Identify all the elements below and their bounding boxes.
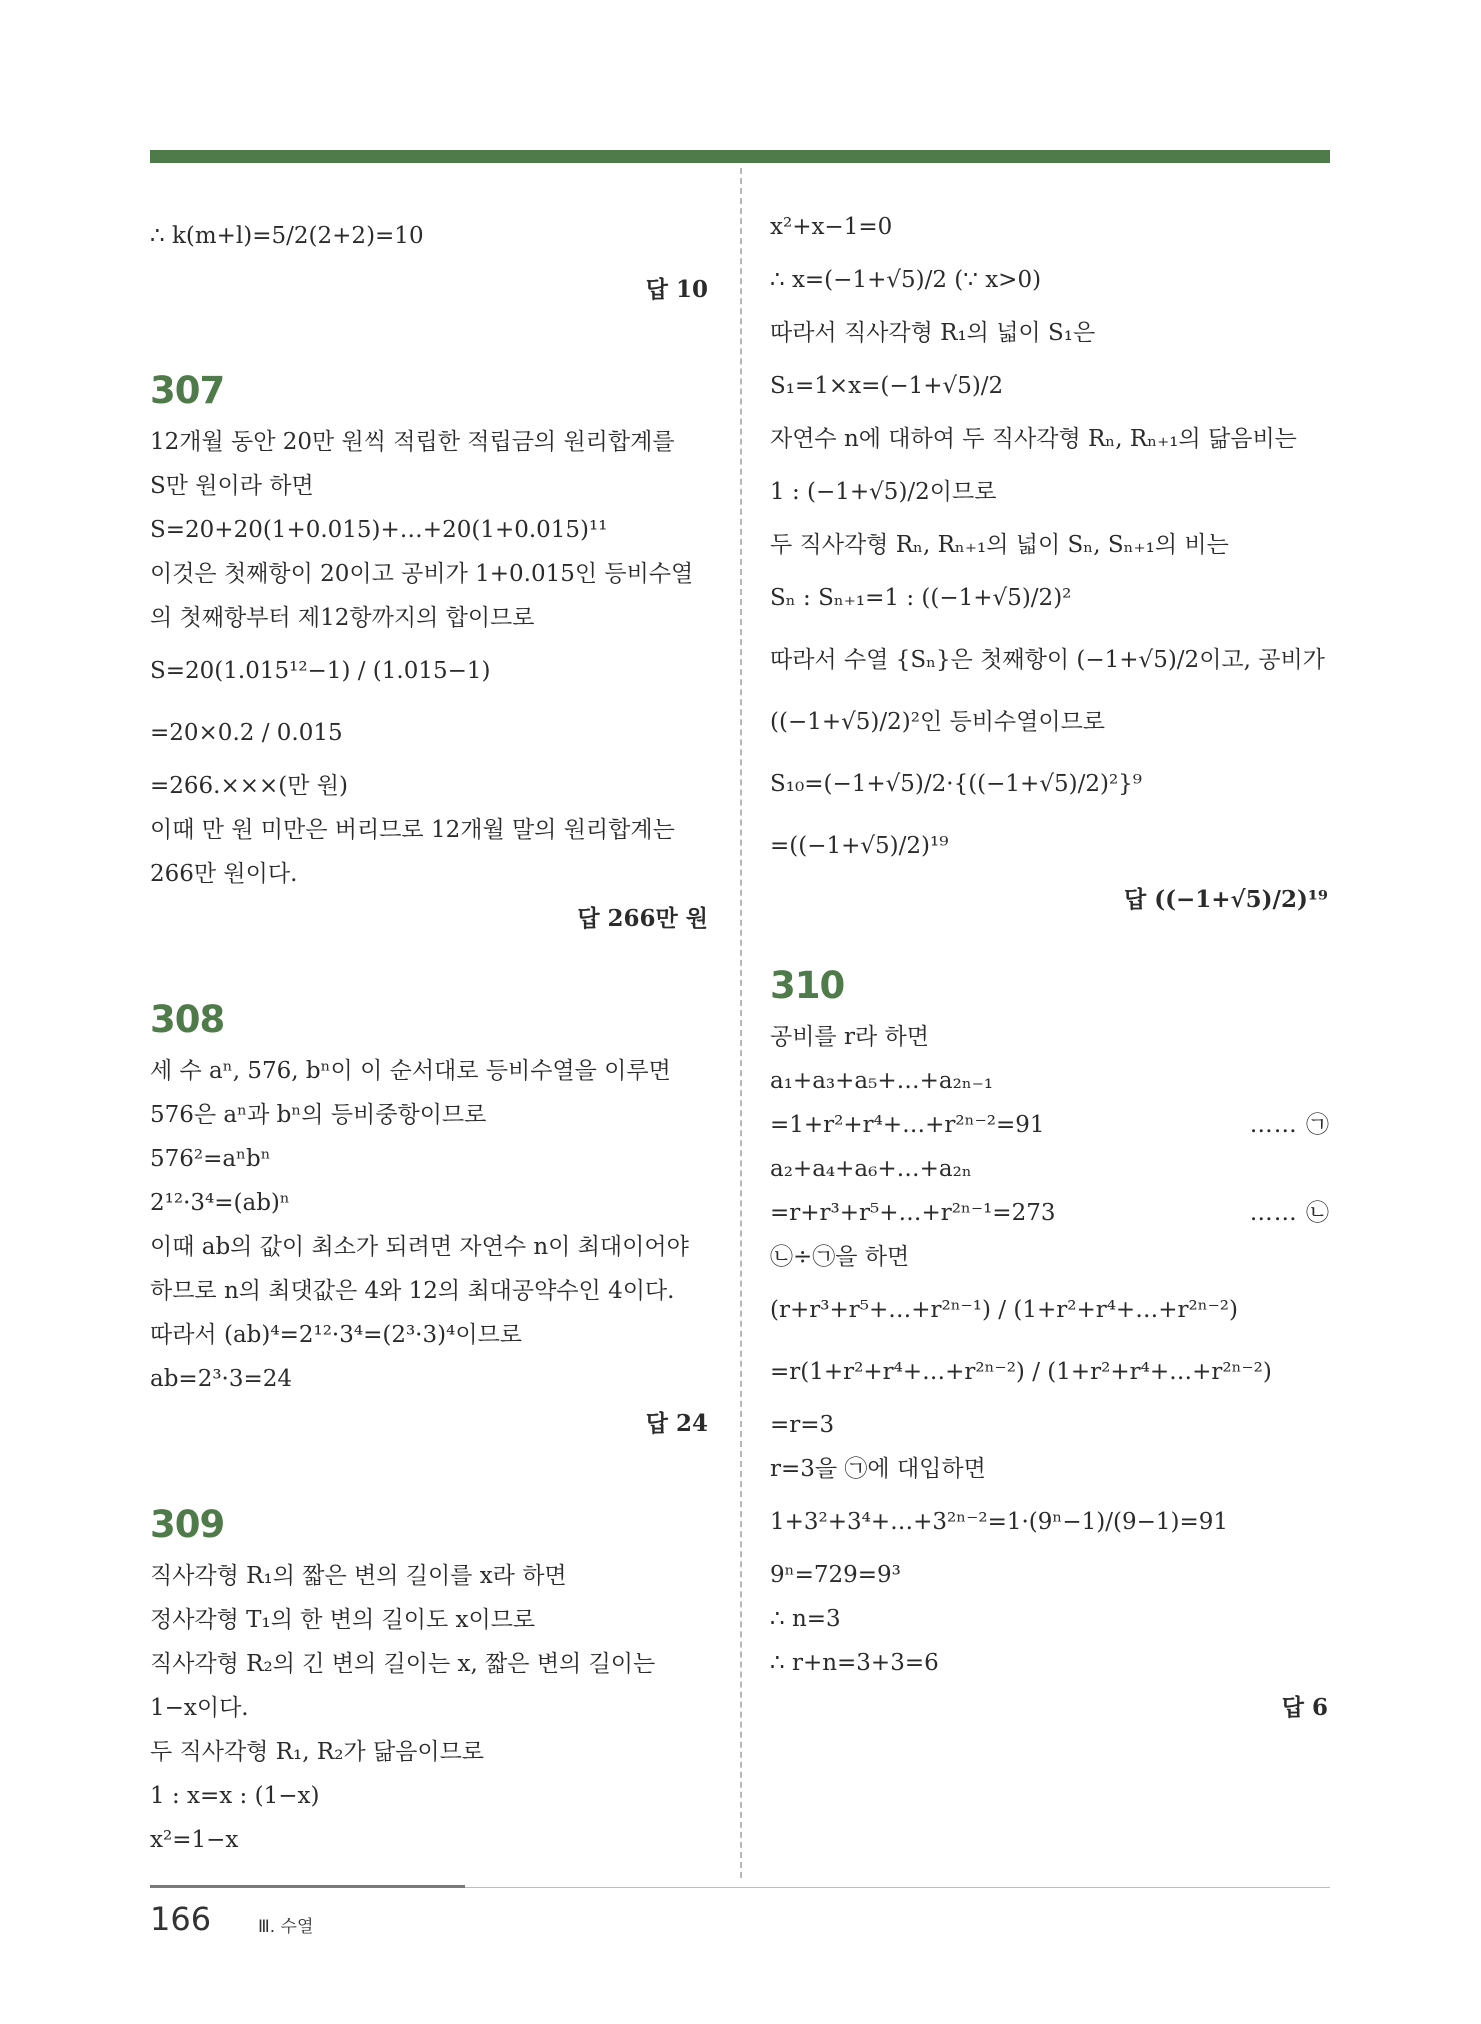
solution-line: ∴ x=(−1+√5)/2 (∵ x>0) <box>770 267 1042 293</box>
solution-line: ab=2³·3=24 <box>150 1366 293 1392</box>
solution-line: 직사각형 R₁의 짧은 변의 길이를 x라 하면 <box>150 1563 567 1589</box>
answer-306: 답 10 <box>645 276 708 303</box>
solution-line: 따라서 (ab)⁴=2¹²·3⁴=(2³·3)⁴이므로 <box>150 1322 522 1348</box>
column-divider <box>740 168 742 1878</box>
page-number: 166 <box>150 1900 212 1938</box>
solution-line: S₁=1×x=(−1+√5)/2 <box>770 373 1004 399</box>
solution-line: r=3을 ㉠에 대입하면 <box>770 1456 986 1482</box>
solution-line: x²+x−1=0 <box>770 214 893 240</box>
problem-number-308: 308 <box>150 998 225 1041</box>
solution-line-marked <box>770 1103 1330 1147</box>
solution-line: 1+3²+3⁴+…+3²ⁿ⁻²=1·(9ⁿ−1)/(9−1)=91 <box>770 1509 1229 1535</box>
solution-line: S₁₀=(−1+√5)/2·{((−1+√5)/2)²}⁹ <box>770 771 1143 797</box>
solution-line: ∴ r+n=3+3=6 <box>770 1650 939 1676</box>
solution-line: 266만 원이다. <box>150 861 298 887</box>
top-accent-bar <box>150 150 1330 163</box>
solution-line-marked <box>770 1191 1330 1235</box>
solution-line: 이것은 첫째항이 20이고 공비가 1+0.015인 등비수열 <box>150 561 694 587</box>
solution-line: (r+r³+r⁵+…+r²ⁿ⁻¹) / (1+r²+r⁴+…+r²ⁿ⁻²) <box>770 1297 1238 1323</box>
solution-line: 두 직사각형 Rₙ, Rₙ₊₁의 넓이 Sₙ, Sₙ₊₁의 비는 <box>770 532 1229 558</box>
problem-number-309: 309 <box>150 1503 225 1546</box>
solution-line: 공비를 r라 하면 <box>770 1024 929 1050</box>
solution-line: 9ⁿ=729=9³ <box>770 1562 901 1588</box>
equation-text: =1+r²+r⁴+…+r²ⁿ⁻²=91 <box>770 1112 1045 1138</box>
equation-mark-2: …… ㉡ <box>1249 1200 1330 1226</box>
problem-number-310: 310 <box>770 964 845 1007</box>
solution-line: 하므로 n의 최댓값은 4와 12의 최대공약수인 4이다. <box>150 1278 675 1304</box>
solution-line: =20×0.2 / 0.015 <box>150 720 343 746</box>
solution-line: x²=1−x <box>150 1827 239 1853</box>
solution-line: 이때 만 원 미만은 버리므로 12개월 말의 원리합계는 <box>150 817 675 843</box>
solution-line: Sₙ : Sₙ₊₁=1 : ((−1+√5)/2)² <box>770 585 1072 611</box>
solution-line: 1 : x=x : (1−x) <box>150 1783 320 1809</box>
solution-line: ∴ n=3 <box>770 1606 841 1632</box>
solution-line: a₂+a₄+a₆+…+a₂ₙ <box>770 1156 972 1182</box>
chapter-label: Ⅲ. 수열 <box>258 1917 314 1937</box>
solution-line: 이때 ab의 값이 최소가 되려면 자연수 n이 최대이어야 <box>150 1234 689 1260</box>
left-column <box>150 205 710 1862</box>
equation-text: =r+r³+r⁵+…+r²ⁿ⁻¹=273 <box>770 1200 1056 1226</box>
solution-line: =r=3 <box>770 1412 835 1438</box>
problem-number-307: 307 <box>150 369 225 412</box>
solution-line: 따라서 수열 {Sₙ}은 첫째항이 (−1+√5)/2이고, 공비가 <box>770 647 1325 673</box>
solution-line: 1 : (−1+√5)/2이므로 <box>770 479 997 505</box>
solution-line: 1−x이다. <box>150 1695 249 1721</box>
solution-line: 정사각형 T₁의 한 변의 길이도 x이므로 <box>150 1607 536 1633</box>
solution-line: S=20(1.015¹²−1) / (1.015−1) <box>150 658 491 684</box>
solution-line: 따라서 직사각형 R₁의 넓이 S₁은 <box>770 320 1096 346</box>
solution-line: 576²=aⁿbⁿ <box>150 1146 271 1172</box>
answer-309: 답 ((−1+√5)/2)¹⁹ <box>1124 886 1328 913</box>
right-column <box>770 205 1330 1731</box>
solution-line: ㉡÷㉠을 하면 <box>770 1244 910 1270</box>
solution-line: ∴ k(m+l)=5/2(2+2)=10 <box>150 223 424 249</box>
equation-mark-1: …… ㉠ <box>1249 1112 1330 1138</box>
solution-line: =r(1+r²+r⁴+…+r²ⁿ⁻²) / (1+r²+r⁴+…+r²ⁿ⁻²) <box>770 1359 1272 1385</box>
answer-310: 답 6 <box>1281 1694 1328 1721</box>
solution-line: 자연수 n에 대하여 두 직사각형 Rₙ, Rₙ₊₁의 닮음비는 <box>770 426 1297 452</box>
solution-line: 직사각형 R₂의 긴 변의 길이는 x, 짧은 변의 길이는 <box>150 1651 656 1677</box>
solution-line: S=20+20(1+0.015)+…+20(1+0.015)¹¹ <box>150 517 608 543</box>
solution-line: 의 첫째항부터 제12항까지의 합이므로 <box>150 605 535 631</box>
solution-line: S만 원이라 하면 <box>150 473 314 499</box>
solution-line: 12개월 동안 20만 원씩 적립한 적립금의 원리합계를 <box>150 429 675 455</box>
solution-line: 두 직사각형 R₁, R₂가 닮음이므로 <box>150 1739 485 1765</box>
solution-line: 576은 aⁿ과 bⁿ의 등비중항이므로 <box>150 1102 487 1128</box>
solution-line: =266.×××(만 원) <box>150 773 348 799</box>
solution-line: 세 수 aⁿ, 576, bⁿ이 이 순서대로 등비수열을 이루면 <box>150 1058 671 1084</box>
solution-line: 2¹²·3⁴=(ab)ⁿ <box>150 1190 290 1216</box>
answer-308: 답 24 <box>645 1410 708 1437</box>
solution-line: =((−1+√5)/2)¹⁹ <box>770 833 949 859</box>
answer-307: 답 266만 원 <box>577 905 708 932</box>
solution-line: a₁+a₃+a₅+…+a₂ₙ₋₁ <box>770 1068 994 1094</box>
footer-rule-accent <box>150 1885 465 1888</box>
solution-line: ((−1+√5)/2)²인 등비수열이므로 <box>770 709 1106 735</box>
